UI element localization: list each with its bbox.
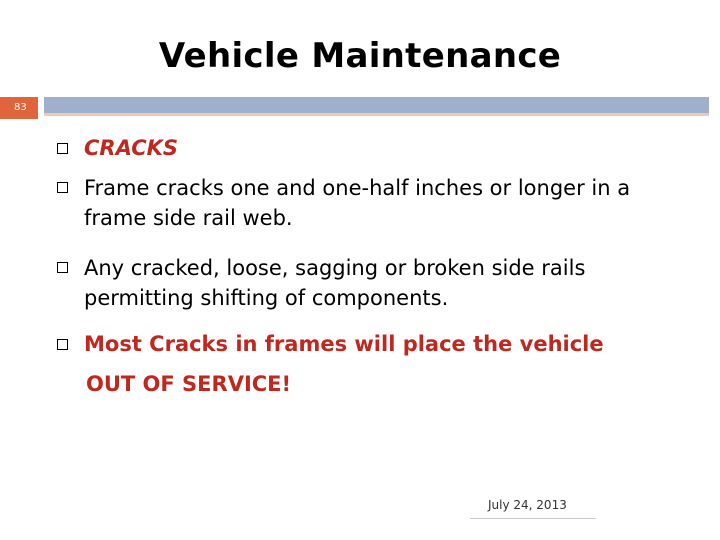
bullet-text-cracks: CRACKS xyxy=(84,136,178,160)
header-bar-underline xyxy=(44,113,709,116)
bullet-box-icon xyxy=(57,143,68,154)
bullet-text-out-of-service-line2: OUT OF SERVICE! xyxy=(86,372,292,396)
bullet-text-frame-cracks-line1: Frame cracks one and one-half inches or longer in a xyxy=(84,176,631,200)
slide-title: Vehicle Maintenance xyxy=(158,36,562,76)
header-bar xyxy=(44,97,709,113)
bullet-text-side-rails-line2: permitting shifting of components. xyxy=(84,286,449,310)
slide-date: July 24, 2013 xyxy=(488,498,567,512)
bullet-text-out-of-service-line1: Most Cracks in frames will place the vehicle xyxy=(84,332,604,356)
bullet-box-icon xyxy=(57,182,68,193)
bullet-text-side-rails-line1: Any cracked, loose, sagging or broken side rails xyxy=(84,256,586,280)
bullet-box-icon xyxy=(57,339,68,350)
slide-number: 83 xyxy=(14,102,27,113)
bullet-text-frame-cracks-line2: frame side rail web. xyxy=(84,206,293,230)
footer-divider xyxy=(470,518,596,519)
bullet-box-icon xyxy=(57,262,68,273)
